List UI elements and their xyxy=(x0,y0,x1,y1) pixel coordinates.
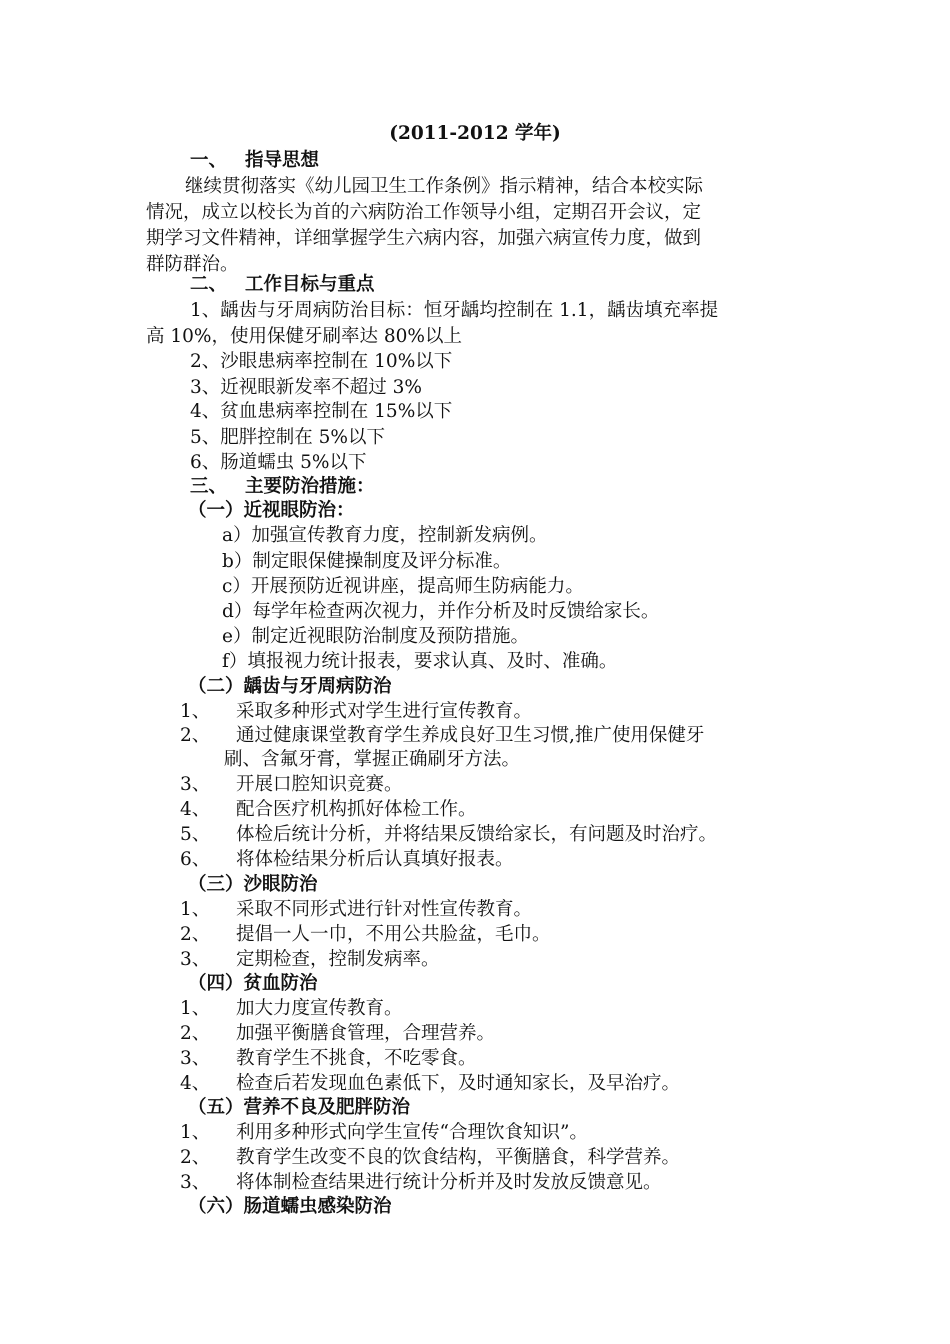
trachoma-item: 提倡一人一巾，不用公共脸盆，毛巾。 xyxy=(236,924,551,945)
goal-item: 2、沙眼患病率控制在 10%以下 xyxy=(190,351,453,372)
section1-number: 一、 xyxy=(190,150,228,171)
anemia-item: 教育学生不挑食，不吃零食。 xyxy=(236,1048,477,1069)
section1-para-line: 群防群治。 xyxy=(146,254,239,275)
myopia-item: e）制定近视眼防治制度及预防措施。 xyxy=(222,626,529,647)
list-number: 1、 xyxy=(180,701,211,722)
list-number: 2、 xyxy=(180,1147,211,1168)
goal-item: 3、近视眼新发率不超过 3% xyxy=(190,377,423,398)
section3-heading: 主要防治措施： xyxy=(245,476,375,497)
sub1-heading: （一）近视眼防治： xyxy=(188,500,355,521)
section1-para-line: 期学习文件精神，详细掌握学生六病内容，加强六病宣传力度，做到 xyxy=(146,228,702,249)
list-number: 6、 xyxy=(180,849,211,870)
goal-item: 6、肠道蠕虫 5%以下 xyxy=(190,452,367,473)
list-number: 1、 xyxy=(180,998,211,1019)
nutrition-item: 利用多种形式向学生宣传“合理饮食知识”。 xyxy=(236,1122,588,1143)
list-number: 3、 xyxy=(180,1172,211,1193)
myopia-item: d）每学年检查两次视力，并作分析及时反馈给家长。 xyxy=(222,601,660,622)
dental-item: 体检后统计分析，并将结果反馈给家长，有问题及时治疗。 xyxy=(236,824,718,845)
list-number: 2、 xyxy=(180,1023,211,1044)
sub6-heading: （六）肠道蠕虫感染防治 xyxy=(188,1196,392,1217)
sub5-heading: （五）营养不良及肥胖防治 xyxy=(188,1097,411,1118)
sub2-heading: （二）龋齿与牙周病防治 xyxy=(188,676,392,697)
document-title: (2011-2012 学年) xyxy=(389,123,561,144)
dental-item: 通过健康课堂教育学生养成良好卫生习惯,推广使用保健牙 xyxy=(236,725,705,746)
trachoma-item: 定期检查，控制发病率。 xyxy=(236,949,440,970)
anemia-item: 检查后若发现血色素低下，及时通知家长，及早治疗。 xyxy=(236,1073,681,1094)
sub3-heading: （三）沙眼防治 xyxy=(188,874,318,895)
myopia-item: c）开展预防近视讲座，提高师生防病能力。 xyxy=(222,576,584,597)
list-number: 2、 xyxy=(180,725,211,746)
list-number: 1、 xyxy=(180,899,211,920)
list-number: 5、 xyxy=(180,824,211,845)
goal-item: 4、贫血患病率控制在 15%以下 xyxy=(190,401,453,422)
sub4-heading: （四）贫血防治 xyxy=(188,973,318,994)
section1-para-line: 继续贯彻落实《幼儿园卫生工作条例》指示精神，结合本校实际 xyxy=(185,176,704,197)
nutrition-item: 将体制检查结果进行统计分析并及时发放反馈意见。 xyxy=(236,1172,662,1193)
goal-item: 5、肥胖控制在 5%以下 xyxy=(190,427,386,448)
list-number: 3、 xyxy=(180,949,211,970)
list-number: 4、 xyxy=(180,1073,211,1094)
dental-item-continuation: 刷、含氟牙膏，掌握正确刷牙方法。 xyxy=(224,749,521,770)
dental-item: 开展口腔知识竞赛。 xyxy=(236,774,403,795)
list-number: 3、 xyxy=(180,1048,211,1069)
dental-item: 将体检结果分析后认真填好报表。 xyxy=(236,849,514,870)
section2-heading: 工作目标与重点 xyxy=(245,274,375,295)
list-number: 3、 xyxy=(180,774,211,795)
trachoma-item: 采取不同形式进行针对性宣传教育。 xyxy=(236,899,533,920)
myopia-item: b）制定眼保健操制度及评分标准。 xyxy=(222,551,512,572)
anemia-item: 加强平衡膳食管理，合理营养。 xyxy=(236,1023,496,1044)
section1-para-line: 情况，成立以校长为首的六病防治工作领导小组，定期召开会议，定 xyxy=(146,202,702,223)
goal-item: 1、龋齿与牙周病防治目标：恒牙龋均控制在 1.1，龋齿填充率提 xyxy=(190,300,719,321)
myopia-item: f）填报视力统计报表，要求认真、及时、准确。 xyxy=(222,651,618,672)
list-number: 4、 xyxy=(180,799,211,820)
section3-number: 三、 xyxy=(190,476,228,497)
section2-number: 二、 xyxy=(190,274,228,295)
section1-heading: 指导思想 xyxy=(245,150,320,171)
myopia-item: a）加强宣传教育力度，控制新发病例。 xyxy=(222,525,548,546)
list-number: 2、 xyxy=(180,924,211,945)
nutrition-item: 教育学生改变不良的饮食结构，平衡膳食，科学营养。 xyxy=(236,1147,681,1168)
dental-item: 配合医疗机构抓好体检工作。 xyxy=(236,799,477,820)
dental-item: 采取多种形式对学生进行宣传教育。 xyxy=(236,701,533,722)
list-number: 1、 xyxy=(180,1122,211,1143)
anemia-item: 加大力度宣传教育。 xyxy=(236,998,403,1019)
goal-item: 高 10%，使用保健牙刷率达 80%以上 xyxy=(146,326,463,347)
